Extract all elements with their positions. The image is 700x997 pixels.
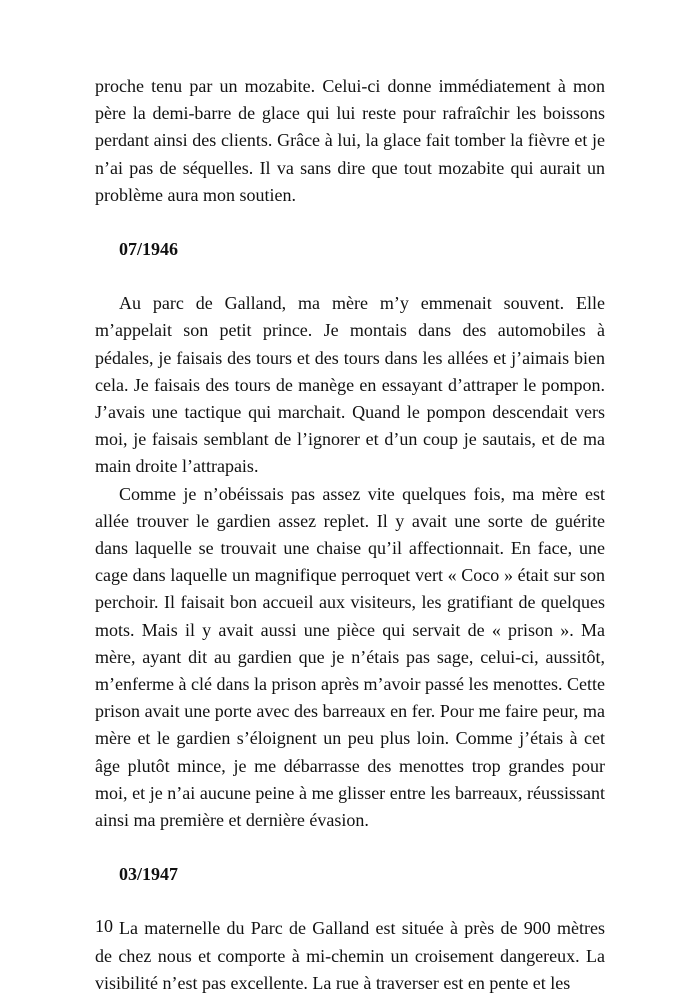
page-number: 10: [95, 916, 113, 936]
date-heading-1947: 03/1947: [119, 864, 179, 885]
spacer: [95, 834, 605, 861]
page-body: [95, 73, 605, 997]
spacer: [95, 888, 605, 915]
spacer: [95, 209, 605, 236]
paragraph-parc-galland: Au parc de Galland, ma mère m’y emmenait souvent. Elle m’appelait son petit prince. Je montais dans des automobiles à pédales, je faisais des tours et des tours dans les allées et j’aimais bien cela. Je faisais des tours de manège en essayant d’attraper le pompon. J’avais une tactique qui marchait. Quand le pompon descendait vers moi, je faisais semblant de l’ignorer et d’un coup je sautais, et de ma main droite l’attrapais.: [95, 293, 605, 477]
paragraph-maternelle: La maternelle du Parc de Galland est située à près de 900 mètres de chez nous et comporte à mi-chemin un croisement dangereux. La visibilité n’est pas excellente. La rue à traverser est en pente et les: [95, 918, 605, 993]
paragraph-prison: Comme je n’obéissais pas assez vite quelques fois, ma mère est allée trouver le gardien assez replet. Il y avait une sorte de guérite dans laquelle se trouvait une chaise qu’il affectionnait. En face, une cage dans laquelle un magnifique perroquet vert « Coco » était sur son perchoir. Il faisait bon accueil aux visiteurs, les gratifiant de quelques mots. Mais il y avait aussi une pièce qui servait de « prison ». Ma mère, ayant dit au gardien que je n’étais pas sage, celui-ci, aussitôt, m’enferme à clé dans la prison après m’avoir passé les menottes. Cette prison avait une porte avec des barreaux en fer. Pour me faire peur, ma mère et le gardien s’éloignent un peu plus loin. Comme j’étais à cet âge plutôt mince, je me débarrasse des menottes trop grandes pour moi, et je n’ai aucune peine à me glisser entre les barreaux, réussissant ainsi ma première et dernière évasion.: [95, 483, 605, 831]
spacer: [95, 263, 605, 290]
date-heading-1946: 07/1946: [119, 239, 179, 260]
paragraph-continuation: proche tenu par un mozabite. Celui-ci donne immédiatement à mon père la demi-barre de glace qui lui reste pour rafraîchir les boissons perdant ainsi des clients. Grâce à lui, la glace fait tomber la fièvre et je n’ai pas de séquelles. Il va sans dire que tout mozabite qui aurait un problème aura mon soutien.: [95, 76, 605, 205]
